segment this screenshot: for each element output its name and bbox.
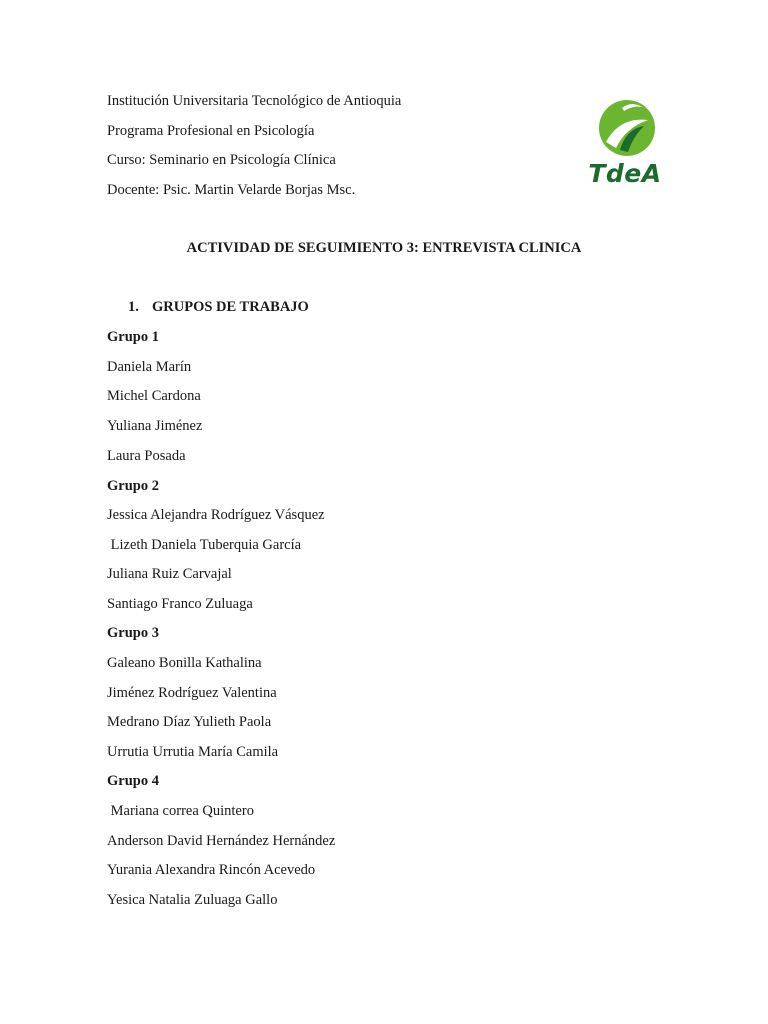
group-heading: Grupo 2 [107,478,159,494]
section-label: GRUPOS DE TRABAJO [152,299,309,315]
member-name: Yurania Alexandra Rincón Acevedo [107,862,316,878]
member-name: Yesica Natalia Zuluaga Gallo [107,892,278,908]
teacher-line: Docente: Psic. Martin Velarde Borjas Msc. [107,182,356,198]
program-line: Programa Profesional en Psicología [107,123,315,139]
member-name: Medrano Díaz Yulieth Paola [107,714,272,730]
member-name: Anderson David Hernández Hernández [107,833,336,849]
member-name: Santiago Franco Zuluaga [107,596,253,612]
member-name: Urrutia Urrutia María Camila [107,744,279,760]
member-name: Lizeth Daniela Tuberquia García [107,537,302,553]
member-name: Mariana correa Quintero [107,803,254,819]
logo-text: TdeA [588,159,662,188]
section-number: 1. [128,299,139,315]
member-name: Yuliana Jiménez [107,418,203,434]
member-name: Jiménez Rodríguez Valentina [107,685,277,701]
group-heading: Grupo 4 [107,773,159,789]
course-line: Curso: Seminario en Psicología Clínica [107,152,336,168]
member-name: Daniela Marín [107,359,192,375]
member-name: Galeano Bonilla Kathalina [107,655,262,671]
group-heading: Grupo 3 [107,625,159,641]
member-name: Juliana Ruiz Carvajal [107,566,232,582]
institution-line: Institución Universitaria Tecnológico de Antioquia [107,93,402,109]
activity-title: ACTIVIDAD DE SEGUIMIENTO 3: ENTREVISTA CLINICA [186,240,582,256]
tdea-emblem-icon [558,98,692,168]
member-name: Michel Cardona [107,388,201,404]
member-name: Laura Posada [107,448,186,464]
member-name: Jessica Alejandra Rodríguez Vásquez [107,507,325,523]
tdea-logo [558,98,692,194]
section-heading [128,298,309,316]
group-heading: Grupo 1 [107,329,159,345]
